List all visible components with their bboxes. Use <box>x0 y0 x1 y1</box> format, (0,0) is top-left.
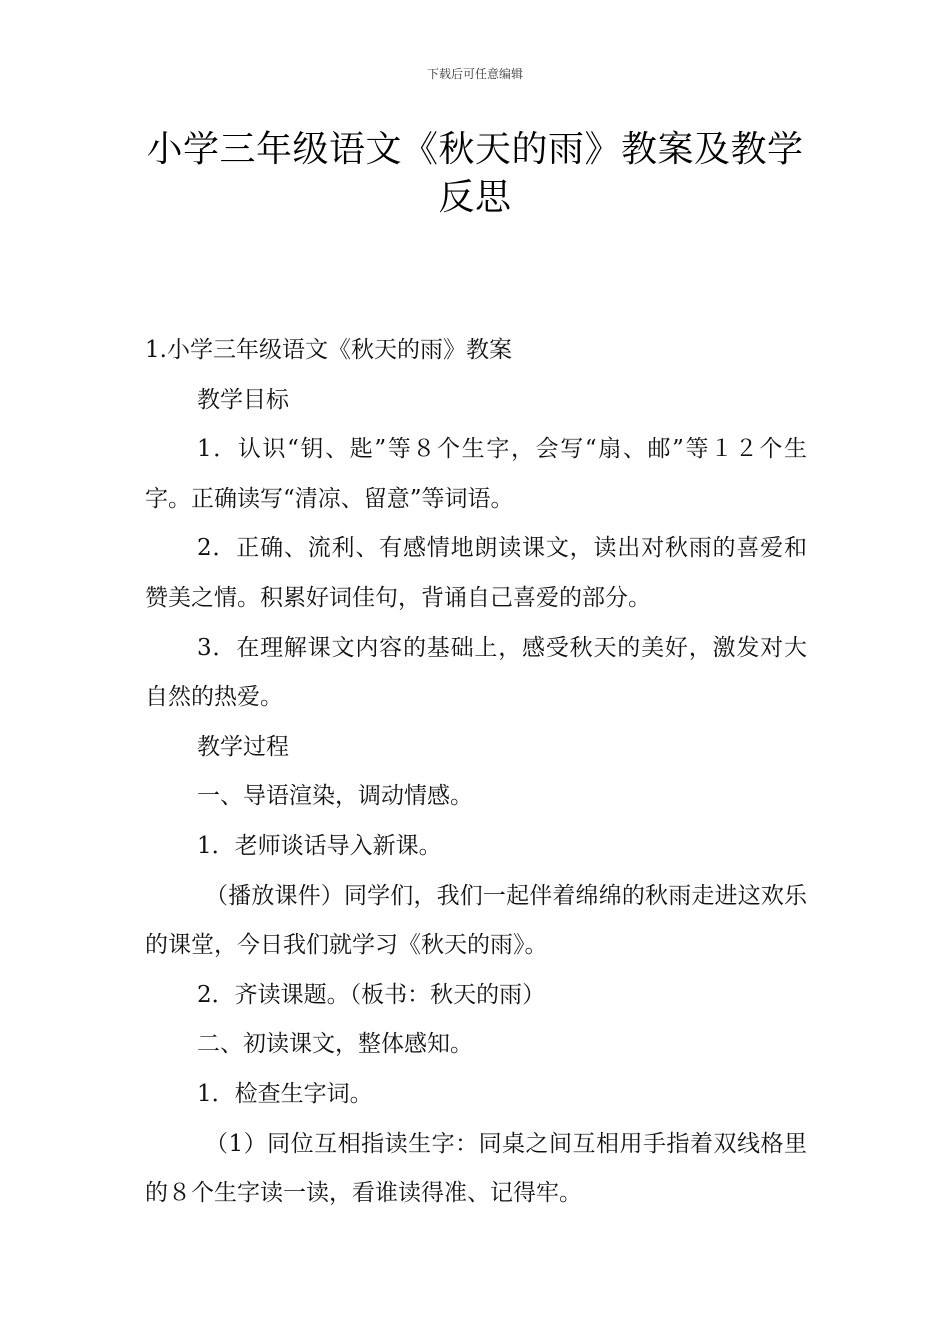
paragraph: （1）同位互相指读生字：同桌之间互相用手指着双线格里的８个生字读一读，看谁读得准、记得牢。 <box>145 1130 807 1207</box>
paragraph: 二、初读课文，整体感知。 <box>197 1031 473 1058</box>
document-title <box>145 126 805 222</box>
paragraph: 一、导语渲染，调动情感。 <box>197 783 473 810</box>
paragraph: 1．认识“钥、匙”等８个生字，会写“扇、邮”等１２个生字。正确读写“清凉、留意”等词语。 <box>145 436 807 512</box>
subheading-teaching-process: 教学过程 <box>197 733 289 760</box>
paragraph: 1．老师谈话导入新课。 <box>197 832 442 859</box>
header-note: 下载后可任意编辑 <box>426 67 523 81</box>
document-body <box>145 326 807 1219</box>
subheading-teaching-goals: 教学目标 <box>197 386 289 413</box>
paragraph: 3．在理解课文内容的基础上，感受秋天的美好，激发对大自然的热爱。 <box>145 634 807 711</box>
paragraph: 2．正确、流利、有感情地朗读课文，读出对秋雨的喜爱和赞美之情。积累好词佳句，背诵自己喜爱的部分。 <box>145 535 807 611</box>
title-line-1: 小学三年级语文《秋天的雨》教案及教学 <box>146 129 804 170</box>
paragraph: （播放课件）同学们，我们一起伴着绵绵的秋雨走进这欢乐的课堂，今日我们就学习《秋天的雨》。 <box>145 882 807 959</box>
title-line-2: 反思 <box>438 177 512 218</box>
paragraph: 1．检查生字词。 <box>197 1080 373 1107</box>
paragraph: 2．齐读课题。（板书：秋天的雨） <box>197 981 546 1008</box>
section-heading: 1.小学三年级语文《秋天的雨》教案 <box>145 337 512 363</box>
